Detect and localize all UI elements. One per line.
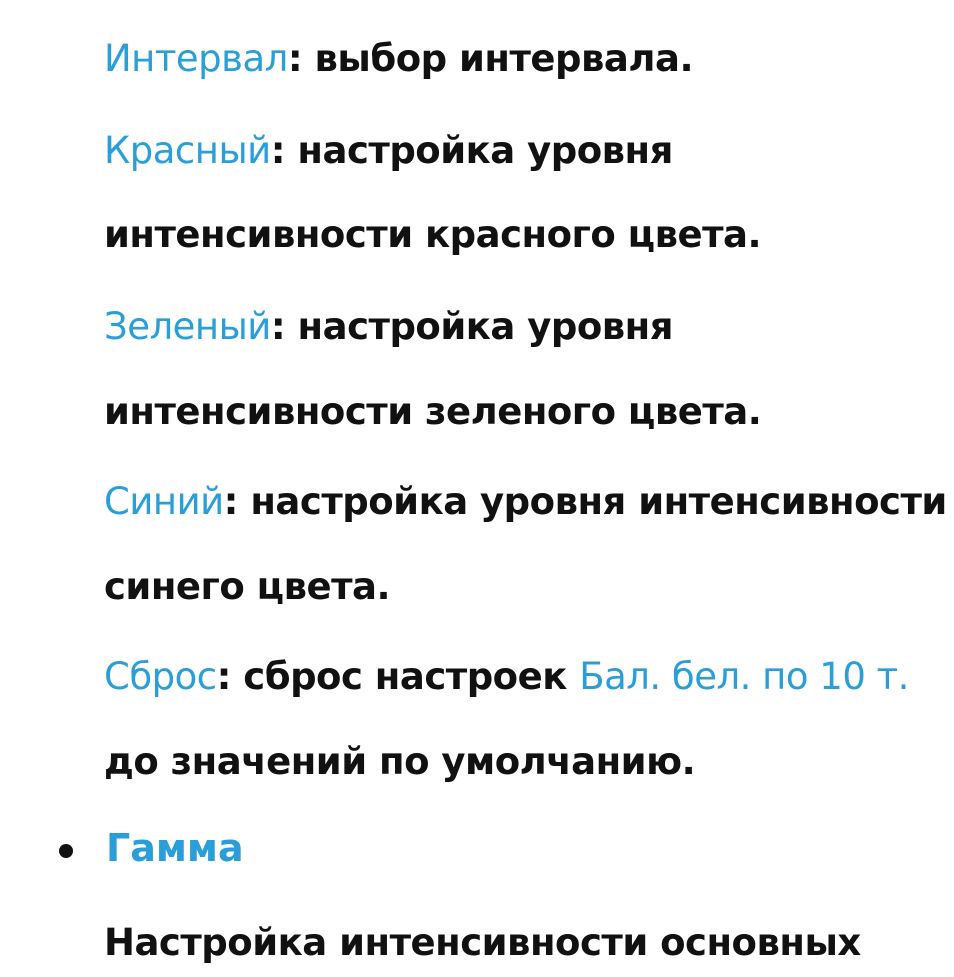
reset-line (104, 655, 909, 699)
reset-term: Сброс (104, 655, 217, 698)
interval-description: : выбор интервала. (287, 37, 694, 80)
white-balance-term: Бал. бел. по 10 т. (579, 655, 909, 698)
gamma-heading: Гамма (106, 826, 244, 870)
green-description: : настройка уровня (270, 305, 673, 348)
blue-line (104, 480, 947, 524)
red-description: : настройка уровня (270, 129, 673, 172)
gamma-description: Настройка интенсивности основных (104, 921, 861, 964)
green-line (104, 305, 673, 349)
blue-term: Синий (104, 480, 224, 523)
red-line-continuation: интенсивности красного цвета. (104, 213, 762, 256)
green-term: Зеленый (104, 305, 271, 348)
interval-line (104, 37, 693, 81)
interval-term: Интервал (104, 37, 288, 80)
reset-description: : сброс настроек (216, 655, 580, 698)
red-term: Красный (104, 129, 271, 172)
green-line-continuation: интенсивности зеленого цвета. (104, 390, 762, 433)
reset-line-continuation: до значений по умолчанию. (104, 740, 696, 783)
bullet-icon (59, 844, 73, 858)
blue-line-continuation: синего цвета. (104, 565, 391, 608)
red-line (104, 129, 673, 173)
blue-description: : настройка уровня интенсивности (223, 480, 947, 523)
